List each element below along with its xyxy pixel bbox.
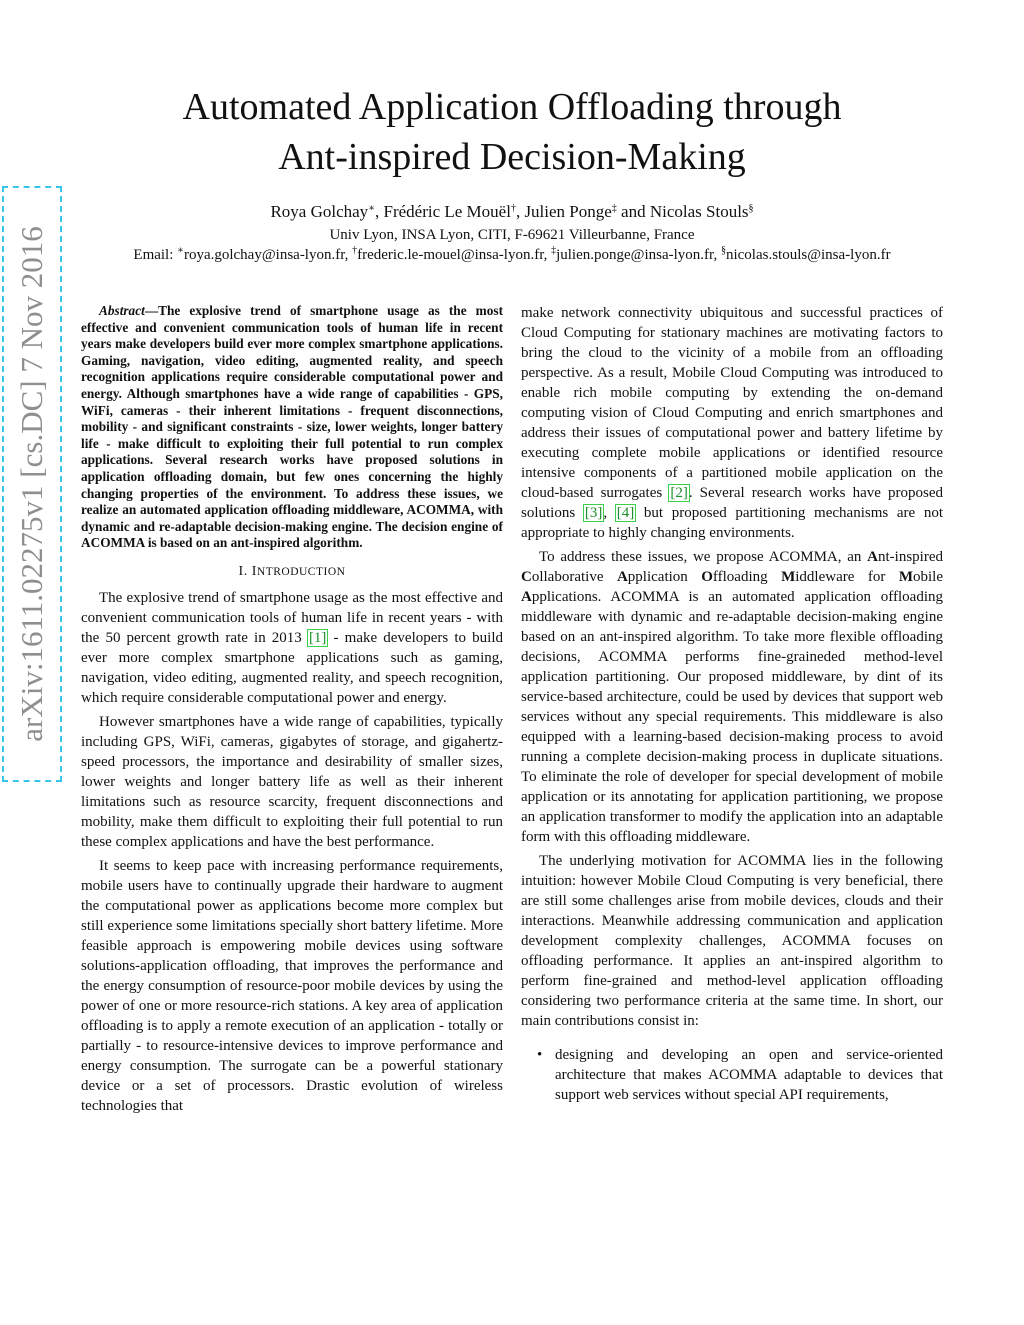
- motivation-paragraph: The underlying motivation for ACOMMA lies in the following intuition: however Mobile Cloud Computing is very beneficial, there are still some challenges arise from mobile devices, clouds and their interactions. Meanwhile addressing communication and application development complexity challenges, ACOMMA focuses on offloading performance. It applies an ant-inspired algorithm to perform fine-grained and method-level application offloading considering two performance criteria at the same time. In short, our main contributions consist in:: [521, 853, 943, 1029]
- intro-paragraph-2: However smartphones have a wide range of capabilities, typically including GPS, WiFi, cameras, gigabytes of storage, and gigahertz-speed processors, the importance and desirability of smaller sizes, lower weights and longer battery life as well as their inherent limitations such as resource scarcity, frequent disconnections and mobility, make them difficult to exploiting their full potential to run these complex applications and have the best performance.: [81, 713, 503, 850]
- email-mark: §: [720, 245, 726, 256]
- author-mark: †: [510, 203, 516, 214]
- contributions-list: [521, 1045, 943, 1105]
- citation-link[interactable]: [3]: [584, 505, 603, 521]
- acronym-word: obile: [912, 569, 943, 585]
- email-mark: †: [352, 245, 358, 256]
- acronym-letter: A: [616, 569, 628, 585]
- intro-paragraph-continued: [521, 303, 943, 543]
- paragraph-text: but proposed partitioning mechanisms are not appropriate to highly changing environments.: [521, 505, 944, 541]
- email-address[interactable]: nicolas.stouls@insa-lyon.fr: [725, 247, 891, 263]
- title-line-1: Automated Application Offloading through: [182, 86, 842, 128]
- email-address[interactable]: frederic.le-mouel@insa-lyon.fr: [357, 247, 544, 263]
- email-label: Email:: [133, 247, 178, 263]
- abstract-label: Abstract: [99, 303, 145, 318]
- intro-paragraph-1: [81, 588, 503, 708]
- arxiv-identifier-stamp[interactable]: arXiv:1611.02275v1 [cs.DC] 7 Nov 2016: [0, 184, 64, 784]
- abstract-text: —The explosive trend of smartphone usage as the most effective and convenient communication tools of human life in recent years make developers build ever more complex smartphone applications. Gaming, navigation, video editing, augmented reality, and speech recognition applications require considerable computational power and energy. Although smartphones have a wide range of capabilities - GPS, WiFi, cameras - their inherent limitations - frequent disconnections, mobility - and significant constraints - size, lower weights, longer battery life - make difficult to exploiting their full potential to run complex applications. Several research works have proposed solutions in application offloading domain, but few ones concerning the highly changing properties of the environment. To address these issues, we realize an automated application offloading middleware, ACOMMA, with dynamic and re-adaptable decision-making engine. The decision engine of ACOMMA is based on an ant-inspired algorithm.: [81, 303, 503, 551]
- paper-title: [120, 82, 904, 182]
- acronym-letter: M: [898, 569, 913, 585]
- acronym-letter: A: [521, 589, 532, 605]
- citation-link[interactable]: [2]: [670, 485, 688, 501]
- bullet-icon: •: [537, 1047, 543, 1063]
- author-separator: and: [616, 202, 650, 221]
- acronym-letter: M: [781, 569, 796, 585]
- acronym-word: nt-inspired: [878, 549, 943, 565]
- author-mark: §: [748, 203, 754, 214]
- email-mark: ‡: [551, 245, 557, 256]
- acronym-letter: O: [701, 569, 713, 585]
- author-mark: ∗: [368, 203, 375, 214]
- acronym-letter: A: [867, 549, 878, 565]
- section-initial: I: [251, 563, 257, 579]
- paragraph-text: make network connectivity ubiquitous and successful practices of Cloud Computing for stationary machines are motivating factors to bring the cloud to the vicinity of a mobile from an offloading perspective. As a result, Mobile Cloud Computing was introduced to enable rich mobile computing by extending the on-demand computing vision of Cloud Computing and enrich smartphones and address their issues of computational power and battery lifetime by executing complete mobile applications or identified resource intensive components of a partitioned mobile application on the cloud-based surrogates: [521, 305, 943, 501]
- list-item-text: designing and developing an open and service-oriented architecture that makes ACOMMA adaptable to devices that support web services without special API requirements,: [555, 1047, 943, 1103]
- paragraph-text: - make developers to build ever more complex smartphone applications such as gaming, navigation, video editing, augmented reality, and speech recognition, which require considerable computational power and energy.: [81, 629, 503, 706]
- acronym-word: pplications.: [531, 589, 602, 605]
- paragraph-text: . Several research works have proposed solutions: [521, 485, 943, 521]
- email-mark: ∗: [177, 245, 184, 256]
- section-heading-introduction: [81, 564, 503, 580]
- author-name: Nicolas Stouls: [649, 202, 749, 221]
- intro-paragraph-3: It seems to keep pace with increasing performance requirements, mobile users have to continually upgrade their hardware to augment the computational power as applications become more complex but still experience some limitations specially short battery lifetime. More feasible approach is empowering mobile devices using software solutions-application offloading, that improves the performance and the energy consumption of resource-poor mobile devices by using the power of one or more resource-rich stations. A key area of application offloading is to apply a remote execution of an application - totally or partially - to resource-intensive devices to improve performance and energy consumption. The surrogate can be a powerful stationary device or a set of processors. Drastic evolution of wireless technologies that: [81, 857, 503, 1114]
- section-title-rest: NTRODUCTION: [256, 565, 346, 578]
- section-number: I.: [238, 563, 252, 579]
- author-mark: ‡: [611, 203, 617, 214]
- paragraph-text: The explosive trend of smartphone usage as the most effective and convenient communication tools of human life in recent years - with the 50 percent growth rate in 2013: [81, 589, 503, 646]
- affiliation: Univ Lyon, INSA Lyon, CITI, F-69621 Villeurbanne, France: [329, 227, 695, 243]
- acomma-paragraph: [521, 547, 943, 847]
- list-item: [521, 1045, 943, 1105]
- author-name: Roya Golchay: [270, 202, 369, 221]
- email-line: Email: ∗roya.golchay@insa-lyon.fr, †frederic.le-mouel@insa-lyon.fr, ‡julien.ponge@insa-lyon.fr, §nicolas.stouls@insa-lyon.fr: [133, 245, 891, 263]
- paragraph-text: ,: [603, 505, 616, 521]
- paragraph-text: To address these issues, we propose ACOMMA, an: [539, 549, 868, 565]
- acronym-word: iddleware for: [795, 569, 899, 585]
- author-separator: ,: [515, 202, 525, 221]
- title-line-2: Ant-inspired Decision-Making: [278, 136, 746, 178]
- acronym-word: ffloading: [712, 569, 782, 585]
- author-name: Frédéric Le Mouël: [383, 202, 511, 221]
- author-separator: ,: [374, 202, 384, 221]
- email-address[interactable]: roya.golchay@insa-lyon.fr: [183, 247, 345, 263]
- acronym-word: ollaborative: [531, 569, 617, 585]
- left-column: [81, 303, 503, 1116]
- right-column: [521, 303, 943, 1105]
- abstract: [81, 303, 503, 552]
- acronym-word: pplication: [627, 569, 702, 585]
- email-address[interactable]: julien.ponge@insa-lyon.fr: [556, 247, 714, 263]
- paragraph-text: ACOMMA is an automated application offloading middleware with dynamic and re-adaptable decision-making engine based on an ant-inspired algorithm. To take more flexible offloading decisions, ACOMMA performs fine-graineded method-level application partitioning. Our proposed middleware, by dint of its service-based architecture, could be used by devices that support web services without any special requirements. This middleware is also equipped with a learning-based decision-making process to avoid running a complete decision-making process in duplicate situations. To eliminate the role of developer for special development of mobile application or its annotating for application partitioning, we propose an application transformer to modify the application into an adaptable form with this offloading middleware.: [521, 589, 943, 845]
- author-list: [60, 201, 964, 223]
- citation-link[interactable]: [4]: [616, 505, 635, 521]
- acronym-letter: C: [521, 569, 532, 585]
- citation-link[interactable]: [1]: [308, 629, 327, 646]
- author-name: Julien Ponge: [524, 202, 612, 221]
